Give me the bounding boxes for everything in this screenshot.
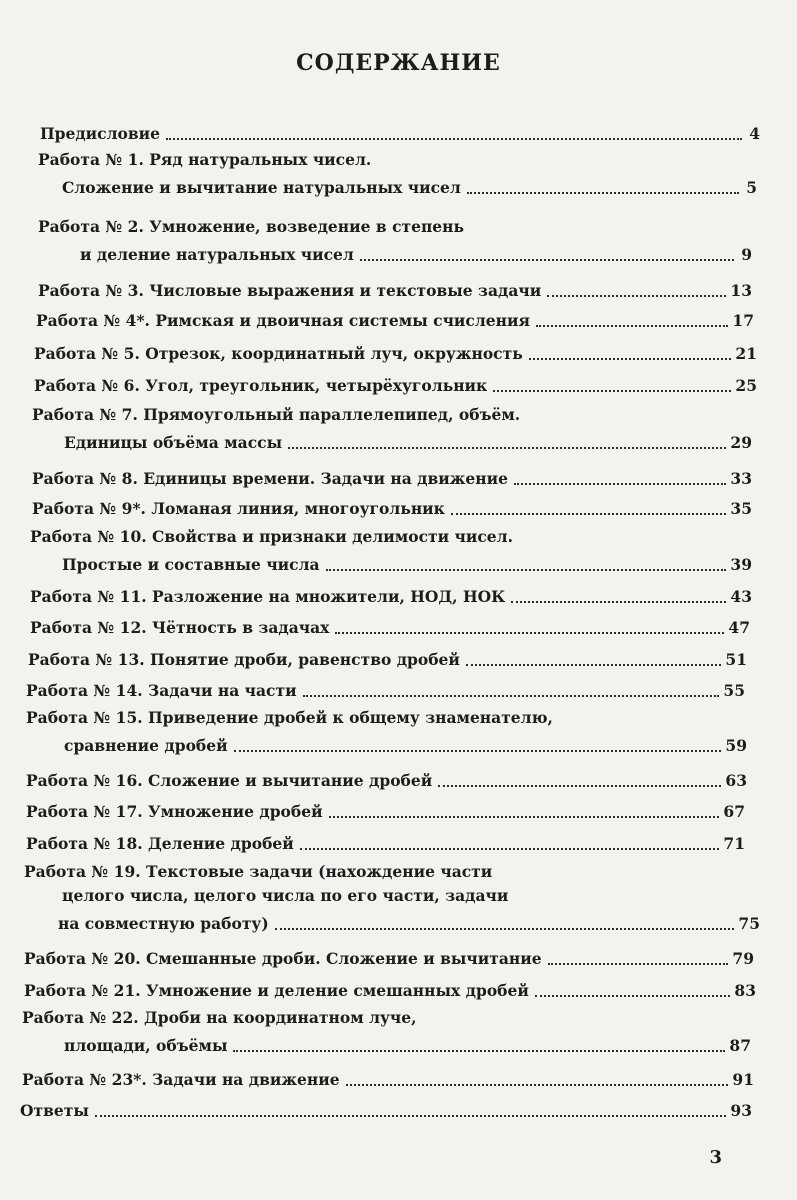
toc-entry-title: Работа № 17. Умножение дробей <box>26 802 323 821</box>
toc-entry-title: Работа № 12. Чётность в задачах <box>30 618 330 637</box>
toc-entry <box>0 217 797 265</box>
toc-entry-title-continuation: сравнение дробей <box>64 736 228 755</box>
toc-entry-title-continuation: и деление натуральных чисел <box>80 245 354 264</box>
toc-entry <box>0 405 797 453</box>
toc-entry-title: Работа № 5. Отрезок, координатный луч, окружность <box>34 344 523 363</box>
toc-entry <box>0 495 797 519</box>
toc-entry-title: Работа № 16. Сложение и вычитание дробей <box>26 771 433 790</box>
dot-leader <box>548 963 729 965</box>
toc-entry-title-continuation: целого числа, целого числа по его части, задачи <box>62 886 512 906</box>
dot-leader <box>329 816 720 818</box>
toc-entry-title: Работа № 2. Умножение, возведение в степень <box>38 217 468 237</box>
toc-entry-page: 39 <box>730 555 752 574</box>
toc-entry-title: Работа № 7. Прямоугольный параллелепипед, объём. <box>32 405 524 425</box>
toc-entry-title: Работа № 22. Дроби на координатном луче, <box>22 1008 421 1028</box>
toc-entry-page: 87 <box>729 1036 751 1055</box>
toc-entry-title: Ответы <box>20 1101 89 1120</box>
toc-entry-title-continuation: на совместную работу) <box>58 914 269 933</box>
dot-leader <box>466 664 722 666</box>
toc-entry-page: 43 <box>730 587 752 606</box>
toc-entry-title: Работа № 8. Единицы времени. Задачи на движение <box>32 469 508 488</box>
dot-leader <box>451 513 727 515</box>
toc-entry <box>0 798 797 822</box>
toc-entry <box>0 830 797 854</box>
toc-entry <box>0 646 797 670</box>
toc-entry <box>0 307 797 331</box>
toc-entry-title: Работа № 10. Свойства и признаки делимости чисел. <box>30 527 517 547</box>
toc-entry-title: Работа № 6. Угол, треугольник, четырёхугольник <box>34 376 488 395</box>
toc-entry-page: 63 <box>725 771 747 790</box>
toc-entry-page: 71 <box>723 834 745 853</box>
toc-entry-page: 33 <box>730 469 752 488</box>
toc-entry-page: 93 <box>730 1101 752 1120</box>
toc-entry-title: Работа № 9*. Ломаная линия, многоугольник <box>32 499 445 518</box>
toc-entry-page: 59 <box>725 736 747 755</box>
dot-leader <box>275 928 735 930</box>
toc-entry-title: Работа № 19. Текстовые задачи (нахождение части <box>24 862 496 882</box>
toc-entry-page: 17 <box>732 311 754 330</box>
page-number: 3 <box>709 1147 722 1168</box>
toc-entry-page: 83 <box>734 981 756 1000</box>
toc-entry <box>0 583 797 607</box>
dot-leader <box>360 259 734 261</box>
toc-entry-title-continuation: площади, объёмы <box>64 1036 228 1055</box>
toc-entry-page: 9 <box>741 245 752 264</box>
dot-leader <box>288 447 726 449</box>
toc-entry-title: Работа № 21. Умножение и деление смешанных дробей <box>24 981 529 1000</box>
toc-entry <box>0 767 797 791</box>
page-title: СОДЕРЖАНИЕ <box>296 50 501 76</box>
toc-entry-page: 55 <box>723 681 745 700</box>
toc-entry-page: 21 <box>735 344 757 363</box>
toc-entry-page: 25 <box>735 376 757 395</box>
toc-entry-page: 13 <box>730 281 752 300</box>
toc-entry <box>0 708 797 756</box>
toc-entry <box>0 614 797 638</box>
dot-leader <box>300 848 720 850</box>
dot-leader <box>335 632 724 634</box>
toc-entry <box>0 1066 797 1090</box>
toc-entry-page: 29 <box>730 433 752 452</box>
toc-entry <box>0 150 797 198</box>
toc-entry-page: 4 <box>749 124 760 143</box>
dot-leader <box>166 138 742 140</box>
dot-leader <box>467 192 739 194</box>
toc-entry <box>0 120 797 144</box>
toc-entry <box>0 465 797 489</box>
toc-entry <box>0 1097 797 1121</box>
toc-entry <box>0 977 797 1001</box>
toc-entry-title: Работа № 11. Разложение на множители, НОД, НОК <box>30 587 506 606</box>
toc-entry-title-continuation: Простые и составные числа <box>62 555 320 574</box>
toc-entry-title: Работа № 3. Числовые выражения и текстовые задачи <box>38 281 542 300</box>
dot-leader <box>234 750 722 752</box>
toc-entry-page: 47 <box>728 618 750 637</box>
dot-leader <box>303 695 720 697</box>
toc-entry <box>0 527 797 575</box>
toc-entry-page: 79 <box>732 949 754 968</box>
toc-entry-title: Работа № 13. Понятие дроби, равенство дробей <box>28 650 460 669</box>
toc-entry <box>0 1008 797 1056</box>
toc-entry <box>0 277 797 301</box>
toc-entry-page: 75 <box>738 914 760 933</box>
dot-leader <box>326 569 727 571</box>
toc-entry <box>0 372 797 396</box>
toc-entry-page: 67 <box>723 802 745 821</box>
toc-entry <box>0 862 797 934</box>
toc-entry-title-continuation: Сложение и вычитание натуральных чисел <box>62 178 461 197</box>
dot-leader <box>233 1050 725 1052</box>
toc-entry-title: Работа № 15. Приведение дробей к общему знаменателю, <box>26 708 557 728</box>
dot-leader <box>438 785 721 787</box>
dot-leader <box>511 601 726 603</box>
toc-entry-page: 51 <box>725 650 747 669</box>
dot-leader <box>547 295 726 297</box>
toc-entry-page: 91 <box>732 1070 754 1089</box>
toc-entry <box>0 340 797 364</box>
toc-entry <box>0 677 797 701</box>
dot-leader <box>493 390 731 392</box>
toc-entry-title: Работа № 23*. Задачи на движение <box>22 1070 340 1089</box>
dot-leader <box>514 483 726 485</box>
toc-entry-page: 5 <box>746 178 757 197</box>
toc-entry-title: Предисловие <box>40 124 160 143</box>
toc-entry-title-continuation: Единицы объёма массы <box>64 433 283 452</box>
dot-leader <box>536 325 728 327</box>
toc-entry-title: Работа № 18. Деление дробей <box>26 834 294 853</box>
dot-leader <box>346 1084 729 1086</box>
toc-entry-title: Работа № 20. Смешанные дроби. Сложение и вычитание <box>24 949 542 968</box>
toc-entry <box>0 945 797 969</box>
dot-leader <box>529 358 732 360</box>
toc-entry-title: Работа № 14. Задачи на части <box>26 681 297 700</box>
dot-leader <box>95 1115 727 1117</box>
dot-leader <box>535 995 731 997</box>
toc-entry-page: 35 <box>730 499 752 518</box>
toc-entry-title: Работа № 1. Ряд натуральных чисел. <box>38 150 375 170</box>
toc-entry-title: Работа № 4*. Римская и двоичная системы счисления <box>36 311 530 330</box>
